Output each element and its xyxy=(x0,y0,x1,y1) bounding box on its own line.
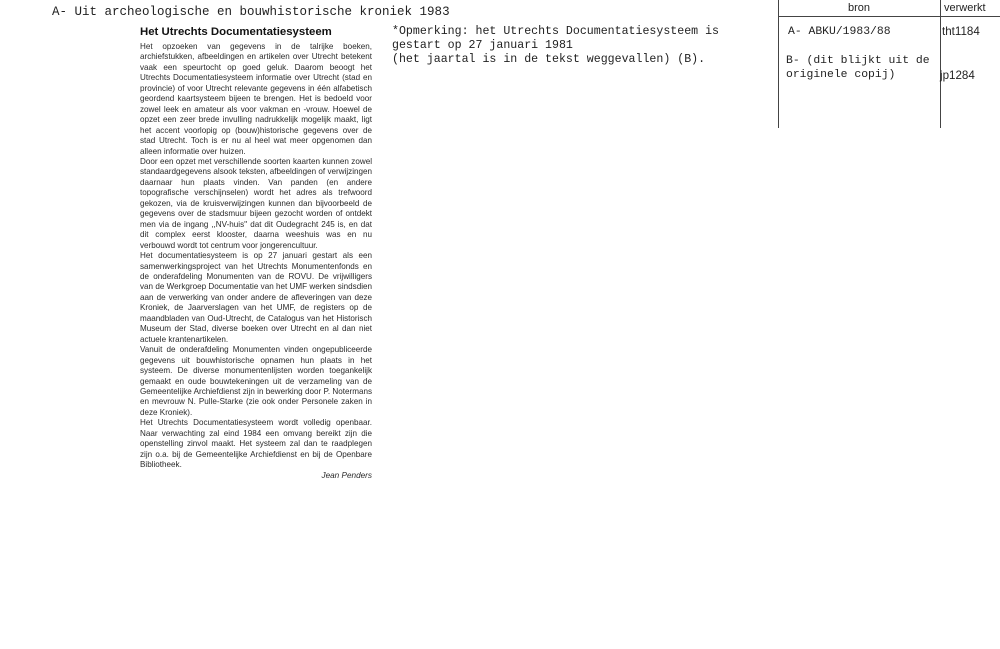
source-table xyxy=(778,0,1000,128)
processed-ref: jp1284 xyxy=(940,69,975,82)
typed-remark xyxy=(392,25,719,67)
article xyxy=(140,26,372,480)
table-divider xyxy=(940,0,941,128)
article-paragraph: Het opzoeken van gegevens in de talrijke boeken, archiefstukken, afbeeldingen en artikelen over Utrecht betekent vaak een speurtocht op goed geluk. Daarom beoogt het Utrechts Documentatiesysteem informatie over Utrecht (stad en provincie) of voor Utrecht relevante gegevens in één alfabetisch geordend kaartsysteem bijeen te brengen. Het is bedoeld voor zowel leek en amateur als voor vakman en -vrouw. Hoewel de opzet een zeer brede invulling nadrukkelijk mogelijk maakt, ligt het accent voorlopig op (bouw)historische gegevens over de stad Utrecht. Toch is er nu al heel wat meer opgenomen dan alleen informatie over huizen. xyxy=(140,42,372,156)
article-paragraph: Het documentatiesysteem is op 27 januari gestart als een samenwerkingsproject van het Utrechts Monumentenfonds en de onderafdeling Monumenten van de ROVU. De vrijwilligers van de Werkgroep Documentatie van het UMF werken sindsdien aan de verwerking van onder andere de afleveringen van deze Kroniek, de Jaarverslagen van het UMF, de registers op de maandbladen van Oud-Utrecht, de Catalogus van het Historisch Museum der Stad, diverse boeken over Utrecht en al dan niet actuele krantenartikelen. xyxy=(140,251,372,344)
source-entry-b-continued: originele copij) xyxy=(786,69,896,81)
article-paragraph: Door een opzet met verschillende soorten kaarten kunnen zowel standaardgegevens alsook teksten, afbeeldingen of verwijzingen daarnaar hun plaats vinden. Van panden (en andere topografische verschijnselen) wordt het adres als trefwoord gekozen, via de kruisverwijzingen kunnen dan bijvoorbeeld de gegevens over de stadsmuur bijeen gezocht worden of ontdekt men via de ingang ,,NV-huis'' dat dit Oudegracht 245 is, en dat dit complex eerst klooster, daarna weeshuis was en nu verbouwd wordt tot centrum voor jongerencultuur. xyxy=(140,156,372,250)
remark-line: *Opmerking: het Utrechts Documentatiesysteem is xyxy=(392,25,719,38)
table-divider xyxy=(778,16,1000,17)
document-header: A- Uit archeologische en bouwhistorische kroniek 1983 xyxy=(52,5,450,19)
source-entry-a: A- ABKU/1983/88 xyxy=(788,26,891,38)
remark-line: gestart op 27 januari 1981 xyxy=(392,39,573,52)
table-divider xyxy=(778,0,779,128)
article-author: Jean Penders xyxy=(321,470,372,480)
remark-line: (het jaartal is in de tekst weggevallen) (B). xyxy=(392,53,706,66)
column-header-bron: bron xyxy=(848,2,871,14)
column-header-verwerkt: verwerkt xyxy=(944,2,986,14)
article-title: Het Utrechts Documentatiesysteem xyxy=(140,26,332,38)
article-paragraph: Het Utrechts Documentatiesysteem wordt volledig openbaar. Naar verwachting zal eind 1984 een omvang bereikt zijn die openstelling zinvol maakt. Het systeem zal dan te raadplegen zijn o.a. bij de Gemeentelijke Archiefdienst en bij de Openbare Bibliotheek. xyxy=(140,418,372,470)
source-entry-b: B- (dit blijkt uit de xyxy=(786,55,930,67)
processed-ref: tht1184 xyxy=(942,25,980,38)
article-body xyxy=(140,42,372,471)
article-paragraph: Vanuit de onderafdeling Monumenten vinden ongepubliceerde gegevens uit bouwhistorische opnamen hun plaats in het systeem. De diverse monumentenlijsten worden toegankelijk gemaakt en oude bouwtekeningen uit de verzameling van de Gemeentelijke Archiefdienst zijn in bewerking door P. Notermans en mevrouw N. Pulle-Starke (zie ook onder Personele zaken in deze Kroniek). xyxy=(140,345,372,417)
